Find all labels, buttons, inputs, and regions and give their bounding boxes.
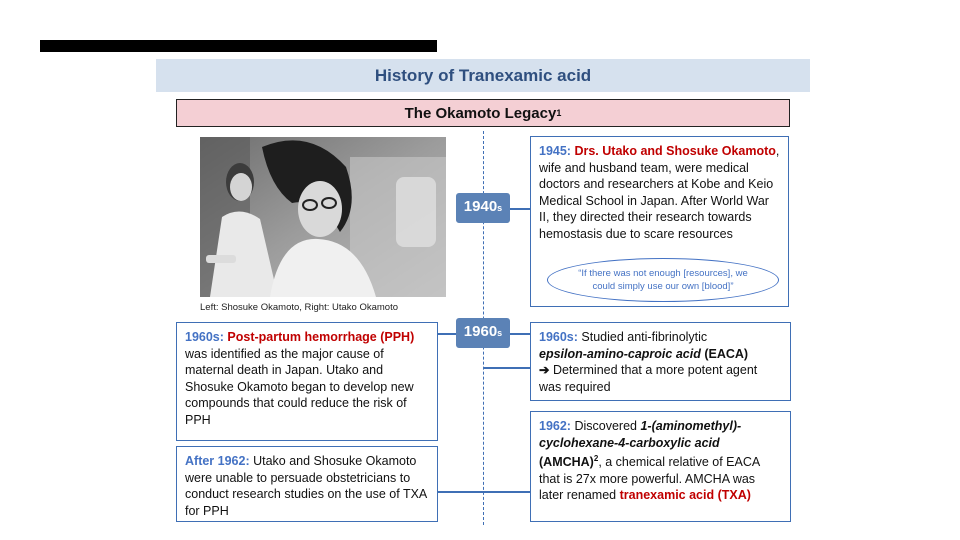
- eaca-abbr: (EACA): [700, 346, 749, 361]
- card-year: 1962:: [539, 419, 571, 433]
- eaca-compound: epsilon-amino-caproic acid: [539, 346, 701, 361]
- card-after-1962: [176, 446, 438, 522]
- slide-title-text: History of Tranexamic acid: [374, 65, 592, 85]
- redaction-bar: [40, 40, 437, 52]
- era-badge-1960s: [456, 318, 510, 348]
- card-year: 1945:: [539, 144, 571, 158]
- legacy-footnote: 1: [556, 108, 562, 118]
- legacy-banner-text: The Okamoto Legacy: [404, 104, 557, 122]
- era-badge-1940s: [456, 193, 510, 223]
- amcha-abbr: (AMCHA): [539, 455, 594, 470]
- okamoto-names: Drs. Utako and Shosuke Okamoto: [574, 144, 776, 158]
- card-year: After 1962:: [185, 454, 250, 468]
- connector-1960s-left: [438, 333, 456, 335]
- connector-1962: [484, 491, 530, 493]
- connector-eaca: [484, 367, 530, 369]
- era-label: 1940: [463, 198, 498, 215]
- txa-term: tranexamic acid (TXA): [619, 488, 751, 503]
- connector-after1962: [438, 491, 484, 493]
- card-year: 1960s:: [185, 330, 224, 344]
- card-year: 1960s:: [539, 330, 578, 344]
- card-text: Determined that a more potent agent was required: [539, 363, 758, 394]
- era-label: 1960: [463, 323, 498, 340]
- card-text: Utako and Shosuke Okamoto were unable to persuade obstetricians to conduct research studies on the use of TXA for PPH: [185, 454, 427, 518]
- connector-1960s-right: [510, 333, 530, 335]
- photo-caption: Left: Shosuke Okamoto, Right: Utako Okamoto: [200, 302, 399, 313]
- connector-1940s: [510, 208, 530, 210]
- arrow-icon: ➔: [539, 363, 550, 377]
- quote-callout: [547, 258, 779, 302]
- photo-image: [200, 137, 446, 297]
- card-1962: [530, 411, 791, 522]
- card-text: Studied anti-fibrinolytic: [577, 330, 708, 344]
- card-1960s-right: [530, 322, 791, 401]
- amcha-compound: 1-(aminomethyl)-cyclohexane-4-carboxylic acid: [539, 419, 742, 450]
- amcha-footnote: 2: [593, 454, 599, 463]
- slide-title: [156, 59, 810, 92]
- legacy-banner: [176, 99, 790, 127]
- card-text: was identified as the major cause of maternal death in Japan. Utako and Shosuke Okamoto began to develop new compounds that could reduce the risk of PPH: [185, 346, 414, 427]
- card-text: , a chemical relative of EACA that is 27x more powerful. AMCHA was later renamed: [539, 455, 760, 503]
- card-text: , wife and husband team, were medical doctors and researchers at Kobe and Keio Medical School in Japan. After World War II, they directed their research towards hemostasis due to scare resources: [539, 144, 780, 241]
- era-suffix: s: [497, 203, 503, 213]
- card-text: Discovered: [570, 419, 641, 433]
- okamoto-photo: [200, 137, 446, 297]
- era-suffix: s: [497, 328, 503, 338]
- quote-text: “If there was not enough [resources], we could simply use our own [blood]”: [578, 268, 748, 292]
- card-1960s-left: [176, 322, 438, 441]
- pph-term: Post-partum hemorrhage (PPH): [227, 330, 415, 344]
